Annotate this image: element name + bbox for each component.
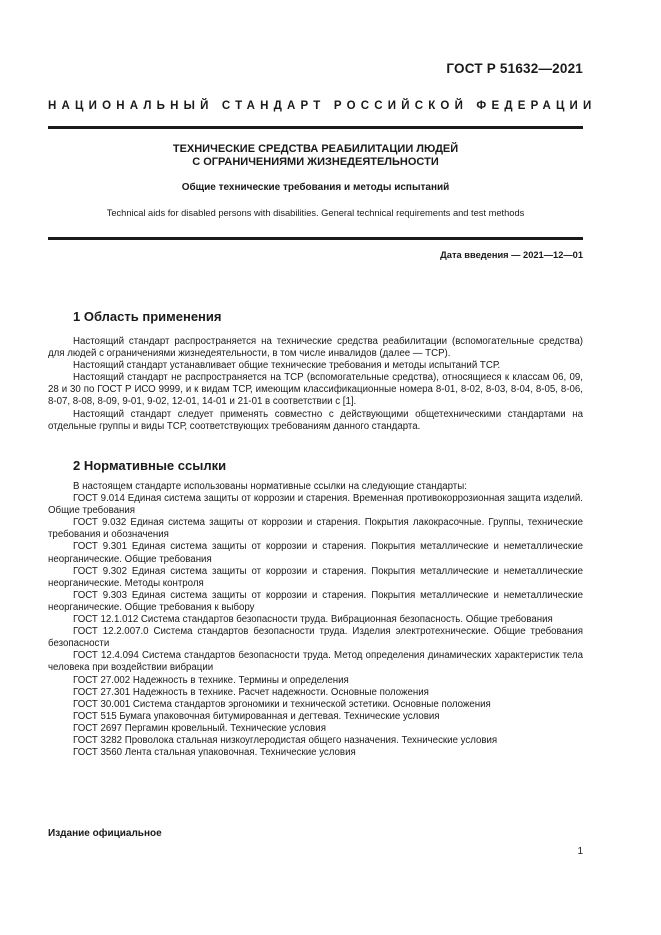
- section-1-paragraph: Настоящий стандарт не распространяется на ТСР (вспомогательные средства), относящиеся к классам 06, 09, 28 и 30 по ГОСТ Р ИСО 9999, и к видам ТСР, имеющим классификационные номера 8-01, 8-02, 8-03, 8-04, 8-05, 8-06, 8-07, 8-08, 8-09, 9-01, 9-02, 12-01, 14-01 и 21-01 в соответствии с [1].: [48, 372, 583, 408]
- normative-reference: ГОСТ 515 Бумага упаковочная битумированная и дегтевая. Технические условия: [73, 710, 440, 722]
- section-2-intro: В настоящем стандарте использованы нормативные ссылки на следующие стандарты:: [73, 481, 467, 492]
- section-1-heading: 1 Область применения: [73, 309, 222, 324]
- title-line-2: С ОГРАНИЧЕНИЯМИ ЖИЗНЕДЕЯТЕЛЬНОСТИ: [192, 156, 439, 168]
- normative-reference: ГОСТ 27.301 Надежность в технике. Расчет надежности. Основные положения: [73, 686, 429, 698]
- official-edition-label: Издание официальное: [48, 828, 162, 839]
- section-2-heading: 2 Нормативные ссылки: [73, 458, 227, 473]
- document-code: ГОСТ Р 51632—2021: [446, 61, 583, 76]
- subtitle-english: Technical aids for disabled persons with disabilities. General technical requirements and test methods: [106, 208, 525, 218]
- normative-reference: ГОСТ 2697 Пергамин кровельный. Технические условия: [73, 722, 326, 734]
- section-1-body: [48, 336, 583, 433]
- normative-reference: ГОСТ 9.014 Единая система защиты от коррозии и старения. Временная противокоррозионная защита изделий. Общие требования: [48, 493, 583, 517]
- section-1-paragraph: Настоящий стандарт следует применять совместно с действующими общетехническими стандартами на отдельные группы и виды ТСР, соответствующих требованиям данного стандарта.: [48, 408, 583, 432]
- normative-reference: ГОСТ 12.1.012 Система стандартов безопасности труда. Вибрационная безопасность. Общие требования: [73, 614, 553, 626]
- header-divider-bottom: [48, 237, 583, 240]
- section-1-paragraph: Настоящий стандарт распространяется на технические средства реабилитации (вспомогательные средства) для людей с ограничениями жизнедеятельности, в том числе инвалидов (далее — ТСР).: [48, 336, 583, 360]
- national-standard-banner: НАЦИОНАЛЬНЫЙ СТАНДАРТ РОССИЙСКОЙ ФЕДЕРАЦИИ: [48, 100, 597, 112]
- normative-reference: ГОСТ 12.4.094 Система стандартов безопасности труда. Метод определения динамических характеристик тела человека при воздействии вибрации: [48, 650, 583, 674]
- section-2-body: [48, 481, 583, 759]
- normative-reference: ГОСТ 27.002 Надежность в технике. Термины и определения: [73, 674, 349, 686]
- header-divider-top: [48, 126, 583, 129]
- normative-reference: ГОСТ 9.301 Единая система защиты от коррозии и старения. Покрытия металлические и неметаллические неорганические. Общие требования: [48, 541, 583, 565]
- title-line-1: ТЕХНИЧЕСКИЕ СРЕДСТВА РЕАБИЛИТАЦИИ ЛЮДЕЙ: [172, 143, 459, 155]
- normative-reference: ГОСТ 9.303 Единая система защиты от коррозии и старения. Покрытия металлические и неметаллические неорганические. Общие требования к выбору: [48, 589, 583, 613]
- normative-reference: ГОСТ 9.302 Единая система защиты от коррозии и старения. Покрытия металлические и неметаллические неорганические. Методы контроля: [48, 565, 583, 589]
- normative-reference: ГОСТ 3560 Лента стальная упаковочная. Технические условия: [73, 747, 356, 759]
- normative-reference: ГОСТ 30.001 Система стандартов эргономики и технической эстетики. Основные положения: [73, 698, 491, 710]
- subtitle-russian: Общие технические требования и методы испытаний: [181, 182, 450, 193]
- introduction-date: Дата введения — 2021—12—01: [440, 250, 583, 260]
- page-number: 1: [577, 846, 583, 857]
- section-1-paragraph: Настоящий стандарт устанавливает общие технические требования и методы испытаний ТСР.: [73, 360, 501, 372]
- normative-reference: ГОСТ 3282 Проволока стальная низкоуглеродистая общего назначения. Технические условия: [73, 734, 498, 746]
- normative-reference: ГОСТ 9.032 Единая система защиты от коррозии и старения. Покрытия лакокрасочные. Группы, технические требования и обозначения: [48, 517, 583, 541]
- document-title: [48, 143, 583, 169]
- normative-reference: ГОСТ 12.2.007.0 Система стандартов безопасности труда. Изделия электротехнические. Общие требования безопасности: [48, 626, 583, 650]
